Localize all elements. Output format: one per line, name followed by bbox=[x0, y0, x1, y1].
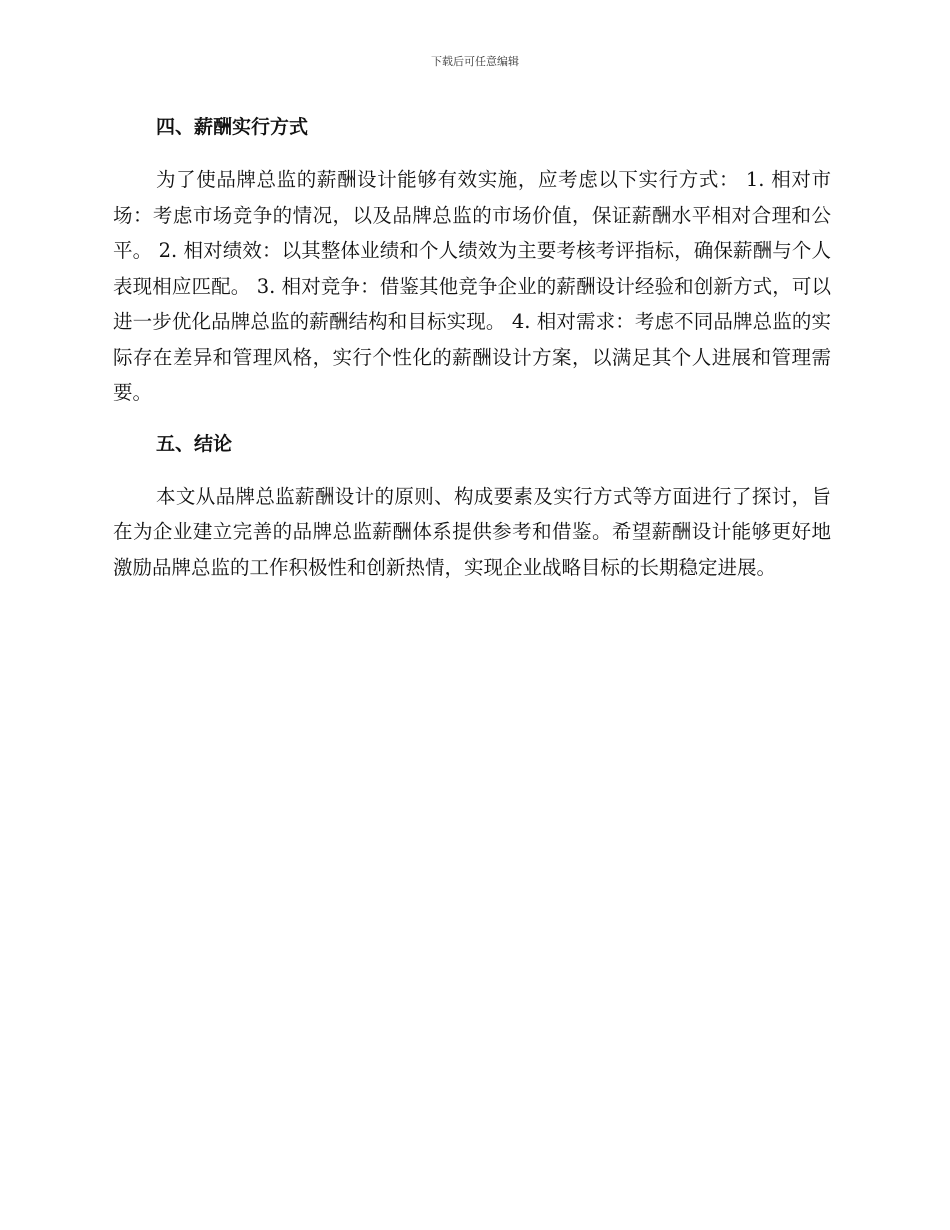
section-paragraph-conclusion: 本文从品牌总监薪酬设计的原则、构成要素及实行方式等方面进行了探讨，旨在为企业建立完善的品牌总监薪酬体系提供参考和借鉴。希望薪酬设计能够更好地激励品牌总监的工作积极性和创新热情，实现企业战略目标的长期稳定进展。 bbox=[113, 484, 831, 579]
page-header-note: 下载后可任意编辑 bbox=[431, 55, 519, 68]
document-body bbox=[113, 112, 831, 585]
section-paragraph-implementation: 为了使品牌总监的薪酬设计能够有效实施，应考虑以下实行方式： 1. 相对市场：考虑市场竞争的情况，以及品牌总监的市场价值，保证薪酬水平相对合理和公平。 2. 相对绩效：以其整体业绩和个人绩效为主要考核考评指标，确保薪酬与个人表现相应匹配。 3. 相对竞争：借鉴其他竞争企业的薪酬设计经验和创新方式，可以进一步优化品牌总监的薪酬结构和目标实现。 4. 相对需求：考虑不同品牌总监的实际存在差异和管理风格，实行个性化的薪酬设计方案，以满足其个人进展和管理需要。 bbox=[113, 168, 831, 404]
section-heading-conclusion: 五、结论 bbox=[156, 432, 233, 455]
section-heading-implementation: 四、薪酬实行方式 bbox=[156, 116, 309, 138]
